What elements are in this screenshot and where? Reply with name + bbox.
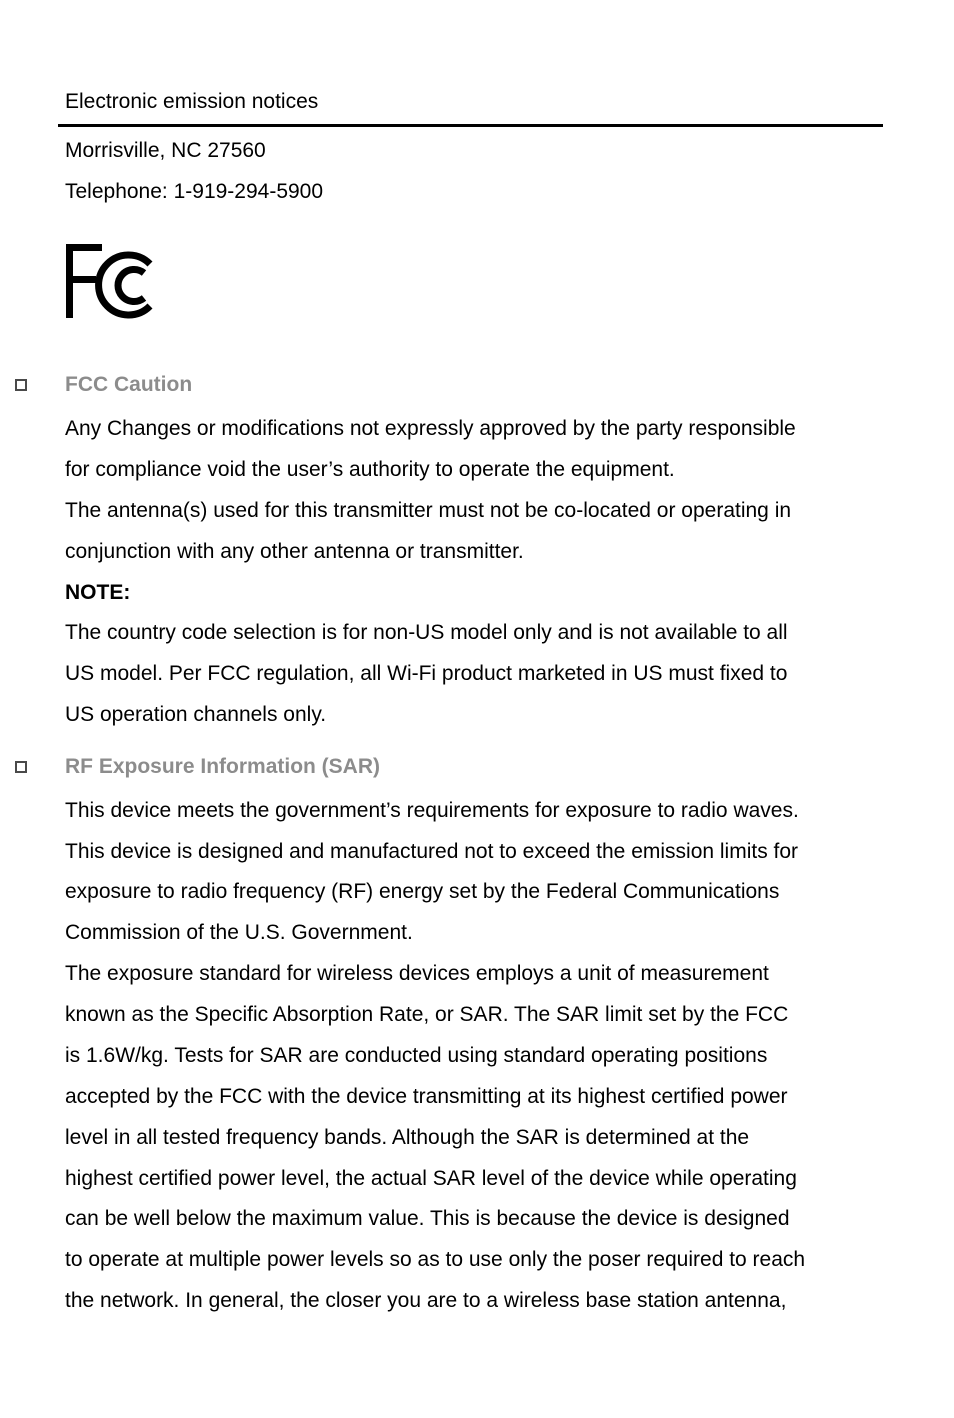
rf-exposure-line: accepted by the FCC with the device transmitting at its highest certified power	[65, 1085, 788, 1108]
rf-exposure-line: level in all tested frequency bands. Although the SAR is determined at the	[65, 1126, 750, 1149]
fcc-caution-heading: FCC Caution	[65, 373, 193, 396]
rf-exposure-line: This device meets the government’s requirements for exposure to radio waves.	[65, 799, 799, 822]
section-bullet-icon	[15, 761, 27, 773]
note-label: NOTE:	[65, 581, 131, 604]
note-line: The country code selection is for non-US model only and is not available to all	[65, 621, 788, 644]
fcc-caution-line: The antenna(s) used for this transmitter must not be co-located or operating in	[65, 499, 792, 522]
rf-exposure-line: exposure to radio frequency (RF) energy set by the Federal Communications	[65, 880, 780, 903]
fcc-logo-icon	[64, 240, 164, 320]
fcc-caution-line: Any Changes or modifications not expressly approved by the party responsible	[65, 417, 796, 440]
header-divider	[58, 124, 883, 127]
fcc-caution-line: conjunction with any other antenna or transmitter.	[65, 540, 524, 563]
address-telephone: Telephone: 1-919-294-5900	[65, 180, 324, 203]
rf-exposure-line: known as the Specific Absorption Rate, or SAR. The SAR limit set by the FCC	[65, 1003, 789, 1026]
note-line: US operation channels only.	[65, 703, 327, 726]
rf-exposure-line: This device is designed and manufactured not to exceed the emission limits for	[65, 840, 799, 863]
fcc-logo	[64, 240, 164, 320]
rf-exposure-line: the network. In general, the closer you are to a wireless base station antenna,	[65, 1289, 787, 1312]
rf-exposure-line: The exposure standard for wireless devices employs a unit of measurement	[65, 962, 769, 985]
section-bullet-icon	[15, 379, 27, 391]
rf-exposure-line: Commission of the U.S. Government.	[65, 921, 413, 944]
rf-exposure-line: to operate at multiple power levels so as to use only the poser required to reach	[65, 1248, 806, 1271]
rf-exposure-line: highest certified power level, the actual SAR level of the device while operating	[65, 1167, 797, 1190]
rf-exposure-line: is 1.6W/kg. Tests for SAR are conducted using standard operating positions	[65, 1044, 768, 1067]
rf-exposure-line: can be well below the maximum value. This is because the device is designed	[65, 1207, 790, 1230]
fcc-caution-line: for compliance void the user’s authority to operate the equipment.	[65, 458, 675, 481]
note-line: US model. Per FCC regulation, all Wi-Fi product marketed in US must fixed to	[65, 662, 788, 685]
address-city-line: Morrisville, NC 27560	[65, 139, 266, 162]
page-header-title: Electronic emission notices	[65, 90, 319, 113]
rf-exposure-heading: RF Exposure Information (SAR)	[65, 755, 381, 778]
